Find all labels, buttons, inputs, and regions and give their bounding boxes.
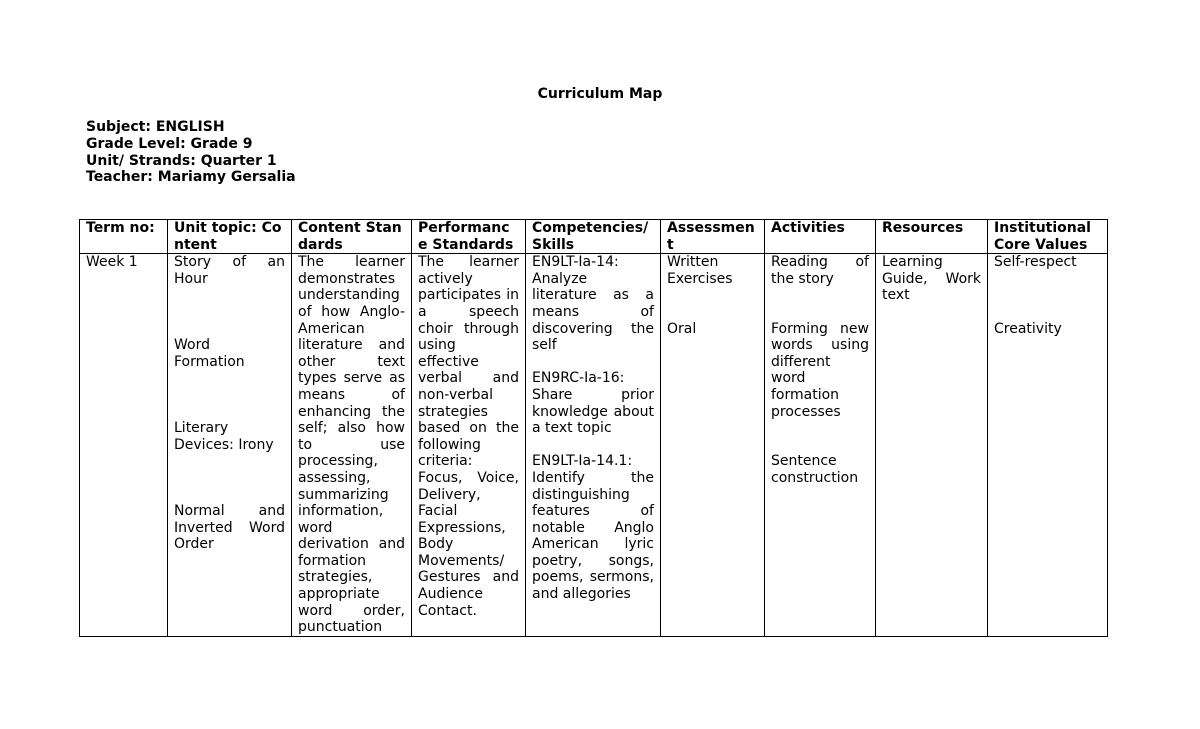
cell-term: Week 1 xyxy=(80,254,168,637)
document-meta xyxy=(86,119,296,186)
activity-item: Reading of the story xyxy=(771,254,869,287)
header-assessment: Assessment xyxy=(661,220,765,254)
activity-item: Sentence construction xyxy=(771,453,859,486)
cell-performance-standards: The learner actively participates in a speech choir through using effective verbal and non-verbal strategies based on the following criteria: Focus, Voice, Delivery, Facial Expressions, Body Movements/ Gestures and Audience Contact. xyxy=(412,254,526,637)
document-title: Curriculum Map xyxy=(537,86,663,102)
table-header-row xyxy=(80,220,1108,254)
competency-item: EN9RC-Ia-16: Share prior knowledge about a text topic xyxy=(532,370,654,437)
grade-level-line: Grade Level: Grade 9 xyxy=(86,135,253,152)
unit-topic-item: Literary Devices: Irony xyxy=(174,420,274,453)
cell-activities xyxy=(765,254,876,637)
curriculum-map-table xyxy=(79,219,1108,637)
header-content-standards: Content Standards xyxy=(292,220,412,254)
header-activities: Activities xyxy=(765,220,876,254)
unit-strands-line: Unit/ Strands: Quarter 1 xyxy=(86,152,277,169)
teacher-line: Teacher: Mariamy Gersalia xyxy=(86,169,296,186)
cell-assessment xyxy=(661,254,765,637)
assessment-item: Written Exercises xyxy=(667,254,733,287)
header-term: Term no: xyxy=(80,220,168,254)
unit-topic-item: Story of an Hour xyxy=(174,254,285,287)
activity-item: Forming new words using different word formation processes xyxy=(771,320,869,420)
cell-core-values xyxy=(988,254,1108,637)
cell-unit-topic xyxy=(168,254,292,637)
cell-content-standards: The learner demonstrates understanding of how Anglo-American literature and other text types serve as means of enhancing the self; also how to use processing, assessing, summarizing information, word derivation and formation strategies, appropriate word order, punctuation xyxy=(292,254,412,637)
header-performance-standards: Performance Standards xyxy=(412,220,526,254)
header-competencies: Competencies/ Skills xyxy=(526,220,661,254)
unit-topic-item: Word Formation xyxy=(174,337,245,370)
header-resources: Resources xyxy=(876,220,988,254)
competency-item: EN9LT-Ia-14: Analyze literature as a means of discovering the self xyxy=(532,254,654,354)
core-value-item: Creativity xyxy=(994,320,1062,337)
core-value-item: Self-respect xyxy=(994,254,1077,271)
header-core-values: Institutional Core Values xyxy=(988,220,1108,254)
cell-competencies xyxy=(526,254,661,637)
competency-item: EN9LT-Ia-14.1: Identify the distinguishing features of notable Anglo American lyric poetry, songs, poems, sermons, and allegories xyxy=(532,453,654,603)
header-unit-topic: Unit topic: Content xyxy=(168,220,292,254)
assessment-item: Oral xyxy=(667,320,697,337)
table-row xyxy=(80,254,1108,637)
cell-resources: Learning Guide, Work text xyxy=(876,254,988,637)
subject-line: Subject: ENGLISH xyxy=(86,119,225,135)
unit-topic-item: Normal and Inverted Word Order xyxy=(174,503,285,553)
